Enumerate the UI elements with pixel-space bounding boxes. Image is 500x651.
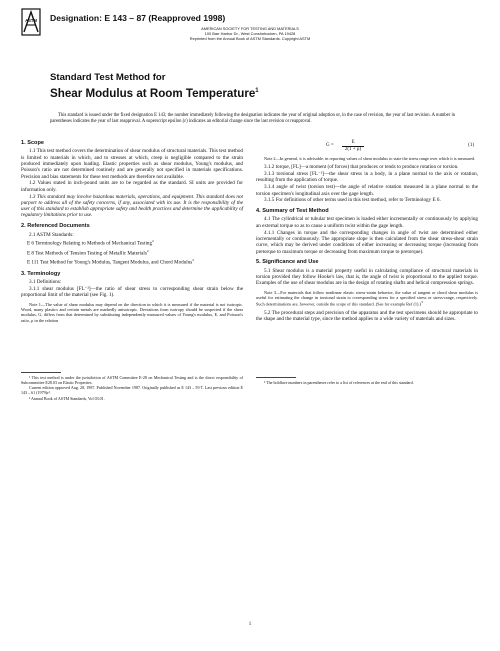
note: Note 1—The value of shear modulus may depend on the direction in which it is measured if the material is not isotropic. Wood, many plastics and certain metals are markedly anisotropic. Deviations from isotropy should be suspected if the shear modulus, G, differs from that determined by substituting independently measured values of Young's modulus, E, and Poisson's ratio, μ in the relation [21,301,243,323]
paragraph: 3.1.1 shear modulus [FL⁻²]—the ratio of shear stress to corresponding shear strain below the proportional limit of the material (see Fig. 1). [21,286,243,299]
paragraph: 4.1.1 Changes in torque and the corresponding changes in angle of twist are determined either incrementally or continuously. The appropriate slope is then calculated from the shear stress-shear strain curve, which may be derived under conditions of either increasing or decreasing torque (increasing from pretorque to maximum torque or decreasing from maximum torque to pretorque). [256,229,478,255]
section-heading: 3. Terminology [21,270,61,277]
issued-note: This standard is issued under the fixed designation E 143; the number immediately following the designation indicates the year of original adoption or, in the case of revision, the year of last revision. A number in parentheses indicates the year of last reapproval. A superscript epsilon (ε) indicates an editorial change since the last revision or reapproval. [50,113,456,125]
reference-item: E 8 Test Methods of Tension Testing of Metallic Materials$^2$ [27,248,149,257]
section-heading: 2. Referenced Documents [21,223,90,230]
publisher-line: Reprinted from the Annual Book of ASTM Standards. Copyright ASTM [189,36,311,41]
reference-item: E 6 Terminology Relating to Methods of Mechanical Testing$^2$ [27,239,154,248]
paragraph: 5.2 The procedural steps and precision of the apparatus and the test specimens should be appropriate to the shape and the material type, since the method applies to a wide variety of materials and sizes. [256,309,478,323]
footnote: ¹ This test method is under the jurisdiction of ASTM Committee E-28 on Mechanical Testing and is the direct responsibility of Subcommittee E28.03 on Elastic Properties. [21,374,243,385]
section-heading: 4. Summary of Test Method [256,208,329,215]
paragraph: 2.1 ASTM Standards: [29,231,74,238]
reference-item: E 111 Test Method for Young's Modulus, Tangent Modulus, and Chord Modulus$^2$ [27,258,195,267]
equation [256,140,478,153]
publisher-line: AMERICAN SOCIETY FOR TESTING AND MATERIALS [201,26,299,31]
equation-fraction [342,140,364,154]
footnote-rule [256,377,296,378]
paragraph: 3.1.4 angle of twist (torsion test)—the angle of relative rotation measured in a plane normal to the torsion specimen's longitudinal axis over the gage length. [256,184,478,197]
left-column [21,140,243,401]
equation-lhs: G = [326,143,334,148]
footnote: Current edition approved Aug. 28, 1987. Published November 1987. Originally published as E 143 – 59 T. Last previous edition E 143 – 61 (1979)ε¹. [21,385,243,396]
publisher-block [0,26,500,41]
note: Note 2—In general, it is advisable, in reporting values of shear modulus to state the stress range over which it is measured. [264,156,476,161]
section-heading: 1. Scope [21,140,45,146]
paragraph: 1.1 This test method covers the determination of shear modulus of structural materials. This test method is limited to materials in which, and to stresses at which, creep is negligible compared to the strain produced immediately upon loading. Elastic properties such as shear modulus, Young's modulus, and Poisson's ratio are not determined routinely and are generally not specified in materials specifications. Precision and bias statements for these test methods are therefore not available. [21,148,243,180]
paragraph: 3.1.3 torsional stress [FL⁻²]—the shear stress in a body, in a plane normal to the axis or rotation, resulting from the application of torque. [256,171,478,184]
footnote: ³ The boldface numbers in parentheses refer to a list of references at the end of this standard. [264,379,414,385]
paragraph: 1.3 This standard may involve hazardous materials, operations, and equipment. This standard does not purport to address all of the safety concerns, if any, associated with its use. It is the responsibility of the user of this standard to establish appropriate safety and health practices and determine the applicability of regulatory limitations prior to use. [21,193,243,219]
equation-denominator: 2(1 + μ) [344,147,362,153]
paragraph: 3.1.5 For definitions of other terms used in this test method, refer to Terminology E 6. [264,197,441,204]
paragraph: 3.1 Definitions: [29,279,62,286]
svg-text:ASTM: ASTM [25,18,37,23]
paragraph: 1.2 Values stated in inch-pound units are to be regarded as the standard. SI units are provided for information only. [21,180,243,193]
title-line-2: Shear Modulus at Room Temperature$^1$ [50,86,259,100]
paragraph: 3.1.2 torque, [FL]—a moment (of forces) that produces or tends to produce rotation or torsion. [264,164,459,171]
page-number: 1 [248,622,252,627]
title-line-1: Standard Test Method for [50,72,166,83]
designation: Designation: E 143 – 87 (Reapproved 1998) [50,13,226,23]
note: Note 3—For materials that follow nonlinear elastic stress-strain behavior, the value of tangent or chord shear modulus is useful for estimating the change in torsional strain to corresponding stress for a specified stress or stress-range, respectively. Such determinations are, however, outside the scope of this standard. (See for example Ref (1).)$^3$ [256,289,478,307]
right-column [256,140,478,385]
equation-label: (1) [468,143,474,148]
section-heading: 5. Significance and Use [256,259,319,266]
paragraph: 5.1 Shear modulus is a material property useful in calculating compliance of structural materials in torsion provided they follow Hooke's law, that is, the angle of twist is proportional to the applied torque. Examples of the use of shear modulus are in the design of rotating shafts and helical compression springs. [256,267,478,287]
document-title [50,72,259,101]
publisher-line: 100 Barr Harbor Dr., West Conshohocken, PA 19428 [204,31,296,36]
footnote: ² Annual Book of ASTM Standards, Vol 03.01. [29,395,105,401]
footnote-rule [21,372,61,373]
equation-numerator: E [342,140,364,147]
paragraph: 4.1 The cylindrical or tubular test specimen is loaded either incrementally or continuously by applying an external torque so as to cause a uniform twist within the gage length. [256,216,478,229]
